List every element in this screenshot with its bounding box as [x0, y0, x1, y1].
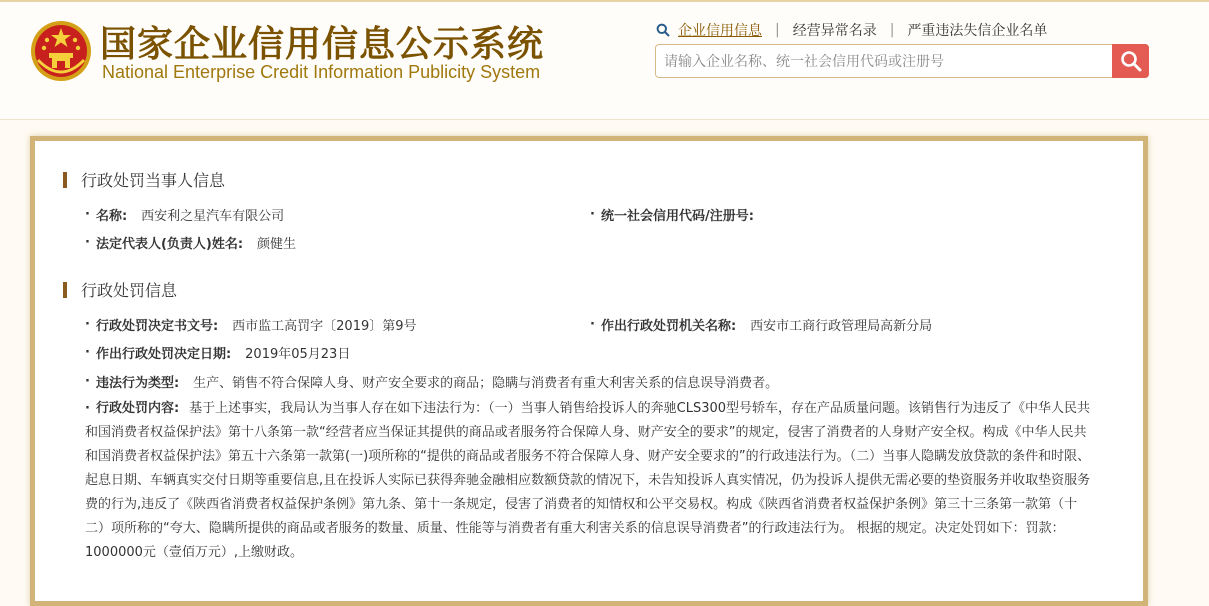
- bullet-icon: ·: [85, 345, 90, 360]
- field-violation-type-label: 违法行为类型:: [95, 376, 180, 391]
- field-credit-code-label: 统一社会信用代码/注册号:: [600, 209, 754, 224]
- field-decision-date-label: 作出行政处罚决定日期:: [95, 347, 232, 362]
- field-name: [85, 205, 284, 224]
- field-credit-code: [590, 205, 768, 224]
- field-decision-date-value: 2019年05月23日: [245, 347, 351, 362]
- nav-abnormal-list[interactable]: 经营异常名录: [792, 23, 877, 39]
- top-nav: [656, 20, 1047, 40]
- nav-divider: |: [775, 22, 780, 38]
- search-box: [655, 44, 1149, 78]
- bullet-icon: ·: [590, 317, 595, 332]
- section-title-party: [63, 168, 225, 191]
- section-title-party-text: 行政处罚当事人信息: [81, 171, 226, 190]
- national-emblem-icon: [30, 20, 92, 82]
- bullet-icon: ·: [590, 207, 595, 222]
- nav-enterprise-info[interactable]: 企业信用信息: [678, 23, 762, 39]
- section-title-penalty: [63, 278, 177, 301]
- field-violation-type: [85, 372, 778, 391]
- bullet-icon: ·: [85, 317, 90, 332]
- search-button[interactable]: [1112, 44, 1149, 78]
- bullet-icon: ·: [85, 235, 90, 250]
- site-title-en: National Enterprise Credit Information Publicity System: [102, 62, 541, 82]
- field-doc-no: [85, 315, 417, 334]
- nav-divider: |: [889, 22, 895, 38]
- section-marker: [63, 282, 67, 298]
- field-violation-type-value: 生产、销售不符合保障人身、财产安全要求的商品；隐瞒与消费者有重大利害关系的信息误导消费者。: [193, 376, 779, 391]
- field-name-value: 西安利之星汽车有限公司: [141, 209, 285, 224]
- field-authority: [590, 315, 932, 334]
- bullet-icon: ·: [85, 207, 90, 222]
- field-authority-label: 作出行政处罚机关名称:: [600, 319, 737, 334]
- field-legal-rep-value: 颜健生: [257, 237, 297, 252]
- section-title-penalty-text: 行政处罚信息: [81, 281, 178, 300]
- field-doc-no-label: 行政处罚决定书文号:: [95, 319, 219, 334]
- nav-serious-violation-list[interactable]: 严重违法失信企业名单: [907, 23, 1048, 39]
- search-input[interactable]: [662, 45, 1106, 79]
- field-legal-rep: [85, 233, 296, 252]
- site-title-cn: 国家企业信用信息公示系统: [100, 24, 545, 65]
- section-marker: [63, 172, 67, 188]
- field-penalty-content-value: 基于上述事实，我局认为当事人存在如下违法行为：（一）当事人销售给投诉人的奔驰CLS300型号轿车，存在产品质量问题。该销售行为违反了《中华人民共和国消费者权益保护法》第十八条第一款“经营者应当保证其提供的商品或者服务符合保障人身、财产安全的要求”的规定，侵害了消费者的人身财产安全权。构成《中华人民共和国消费者权益保护法》第五十六条第一款第(一)项所称的“提供的商品或者服务不符合保障人身、财产安全要求的”的行政违法行为。（二）当事人隐瞒发放贷款的条件和时限、起息日期、车辆真实交付日期等重要信息,且在投诉人实际已获得奔驰金融相应数额贷款的情况下，未告知投诉人真实情况，仍为投诉人提供无需必要的垫资服务并收取垫资服务费的行为,违反了《陕西省消费者权益保护条例》第九条、第十一条规定，侵害了消费者的知情权和公平交易权。构成《陕西省消费者权益保护条例》第三十三条第一款第（十二）项所称的“夸大、隐瞒所提供的商品或者服务的数量、质量、性能等与消费者有重大利害关系的信息误导消费者”的行政违法行为。 根据的规定。决定处罚如下：罚款：1000000元（壹佰万元）,上缴财政。: [85, 401, 1091, 560]
- search-icon: [656, 23, 670, 37]
- bullet-icon: ·: [85, 374, 90, 389]
- field-doc-no-value: 西市监工高罚字〔2019〕第9号: [232, 319, 417, 334]
- field-penalty-content-label: 行政处罚内容:: [95, 401, 180, 416]
- penalty-detail-panel: [30, 136, 1148, 606]
- bullet-icon: ·: [85, 401, 90, 416]
- field-name-label: 名称:: [95, 209, 128, 224]
- field-penalty-content: [85, 397, 1095, 565]
- field-authority-value: 西安市工商行政管理局高新分局: [750, 319, 933, 334]
- field-decision-date: [85, 343, 350, 362]
- field-legal-rep-label: 法定代表人(负责人)姓名:: [95, 237, 244, 252]
- search-icon: [1120, 50, 1142, 72]
- site-header: [0, 0, 1209, 120]
